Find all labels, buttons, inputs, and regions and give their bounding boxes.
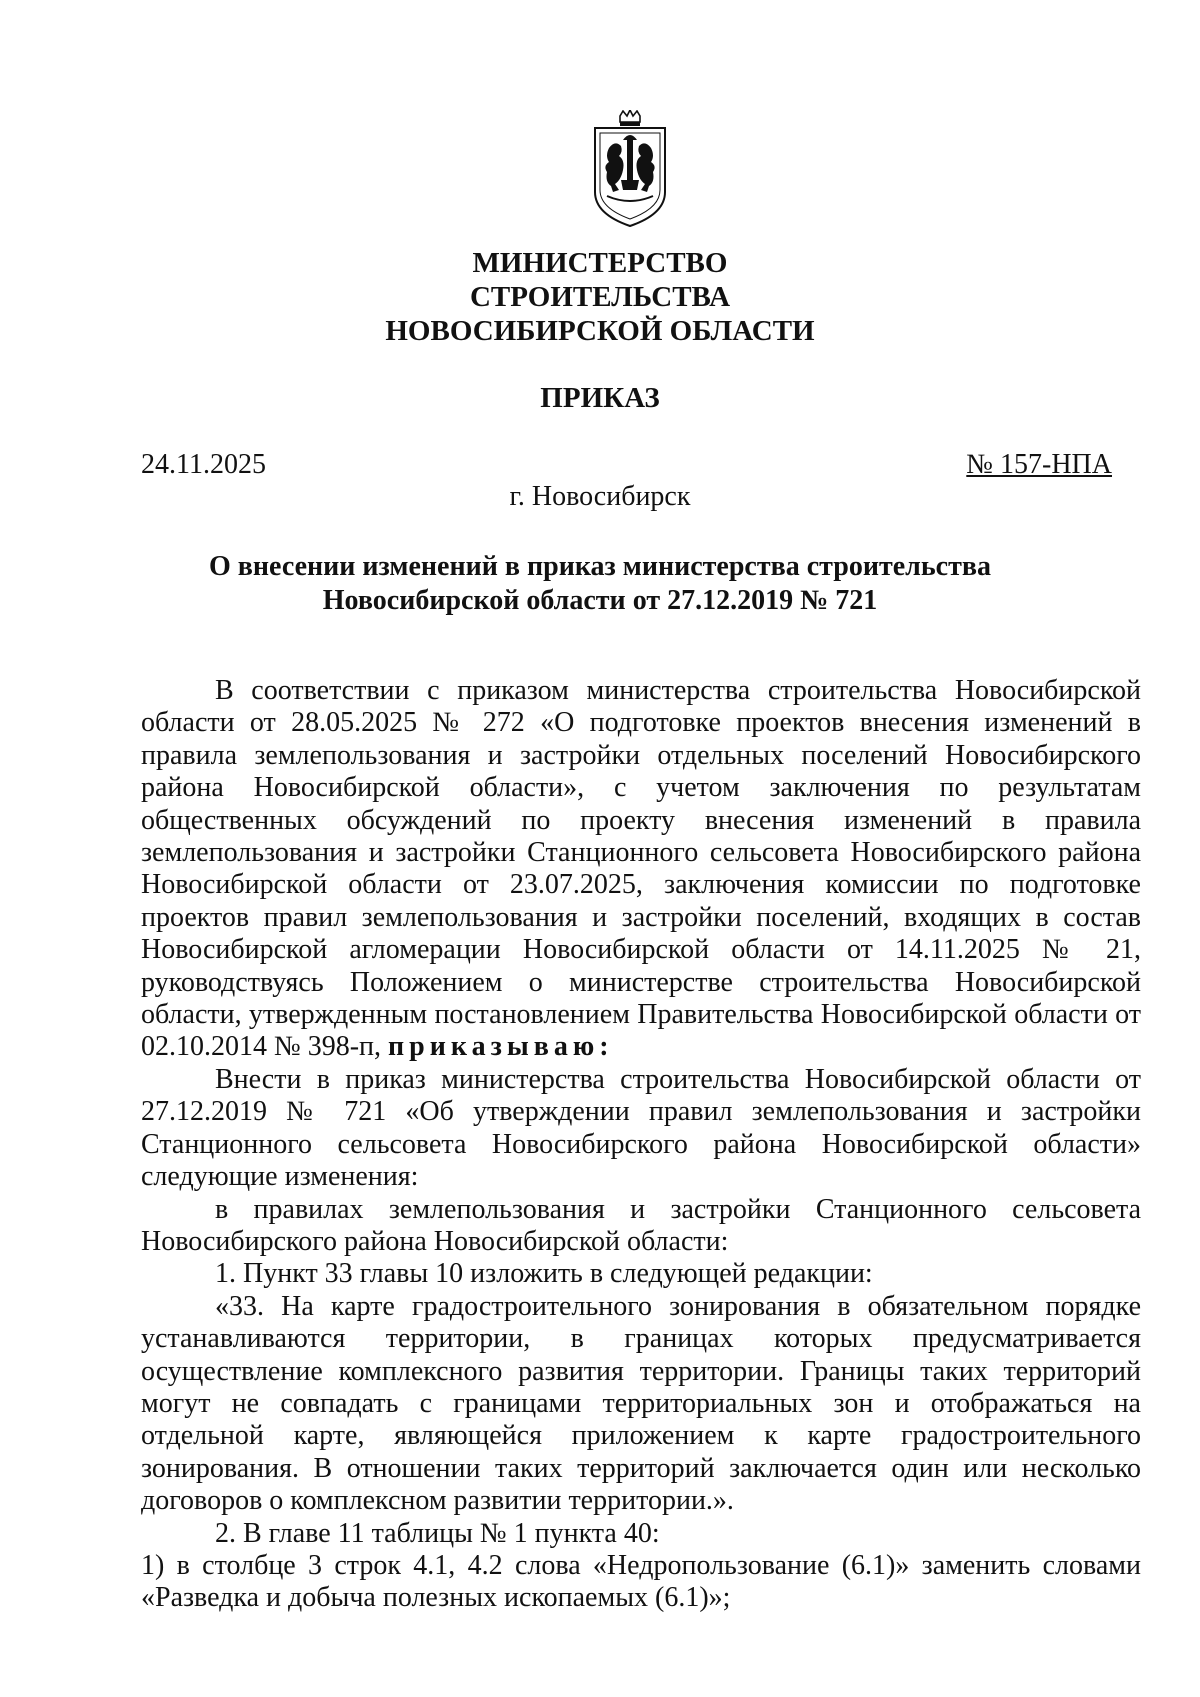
order-word: приказываю:: [388, 1031, 614, 1063]
document-subject-line1: О внесении изменений в приказ министерства строительства: [209, 551, 991, 582]
document-subject-line2: Новосибирской области от 27.12.2019 № 721: [322, 585, 878, 616]
ministry-name: [0, 246, 1200, 348]
document-city: г. Новосибирск: [509, 481, 691, 512]
preamble-text: В соответствии с приказом министерства строительства Новосибирской области от 28.05.2025 № 272 «О подготовке проектов внесения изменений в правила землепользования и застройки отдельных поселений Новосибирского района Новосибирской области», с учетом заключения по результатам общественных обсуждений по проекту внесения изменений в правила землепользования и застройки Станционного сельсовета Новосибирского района Новосибирской области от 23.07.2025, заключения комиссии по подготовке проектов правил землепользования и застройки поселений, входящих в состав Новосибирской агломерации Новосибирской области от 14.11.2025 № 21, руководствуясь Положением о министерстве строительства Новосибирской области, утвержденным постановлением Правительства Новосибирской области от 02.10.2014 № 398-п,: [141, 675, 1141, 1063]
document-number: № 157-НПА: [966, 449, 1112, 480]
paragraph-amend-order: Внести в приказ министерства строительства Новосибирской области от 27.12.2019 № 721 «Об утверждении правил землепользования и застройки Станционного сельсовета Новосибирского района Новосибирской области» следующие изменения:: [141, 1063, 1141, 1193]
document-subject: [0, 550, 1200, 618]
paragraph-item-1: 1. Пункт 33 главы 10 изложить в следующей редакции:: [215, 1258, 873, 1290]
paragraph-preamble: [141, 675, 1141, 1064]
paragraph-item-2: 2. В главе 11 таблицы № 1 пункта 40:: [215, 1517, 660, 1549]
ministry-name-line3: НОВОСИБИРСКОЙ ОБЛАСТИ: [385, 315, 815, 347]
ministry-name-line1: МИНИСТЕРСТВО: [472, 247, 728, 279]
ministry-name-line2: СТРОИТЕЛЬСТВА: [469, 281, 731, 313]
document-body: [141, 675, 1141, 1615]
paragraph-rules-scope: в правилах землепользования и застройки Станционного сельсовета Новосибирского района Новосибирской области:: [141, 1193, 1141, 1257]
document-type: ПРИКАЗ: [540, 382, 660, 414]
paragraph-item-33-text: «33. На карте градостроительного зонирования в обязательном порядке устанавливаются территории, в границах которых предусматривается осуществление комплексного развития территории. Границы таких территорий могут не совпадать с границами территориальных зон и отображаться на отдельной карте, являющейся приложением к карте градостроительного зонирования. В отношении таких территорий заключается один или несколько договоров о комплексном развитии территории.».: [141, 1290, 1141, 1517]
novosibirsk-oblast-emblem-icon: [587, 110, 673, 228]
paragraph-subitem-1: 1) в столбце 3 строк 4.1, 4.2 слова «Недропользование (6.1)» заменить словами «Разведка и добыча полезных ископаемых (6.1)»;: [141, 1549, 1141, 1614]
document-date: 24.11.2025: [141, 449, 266, 480]
